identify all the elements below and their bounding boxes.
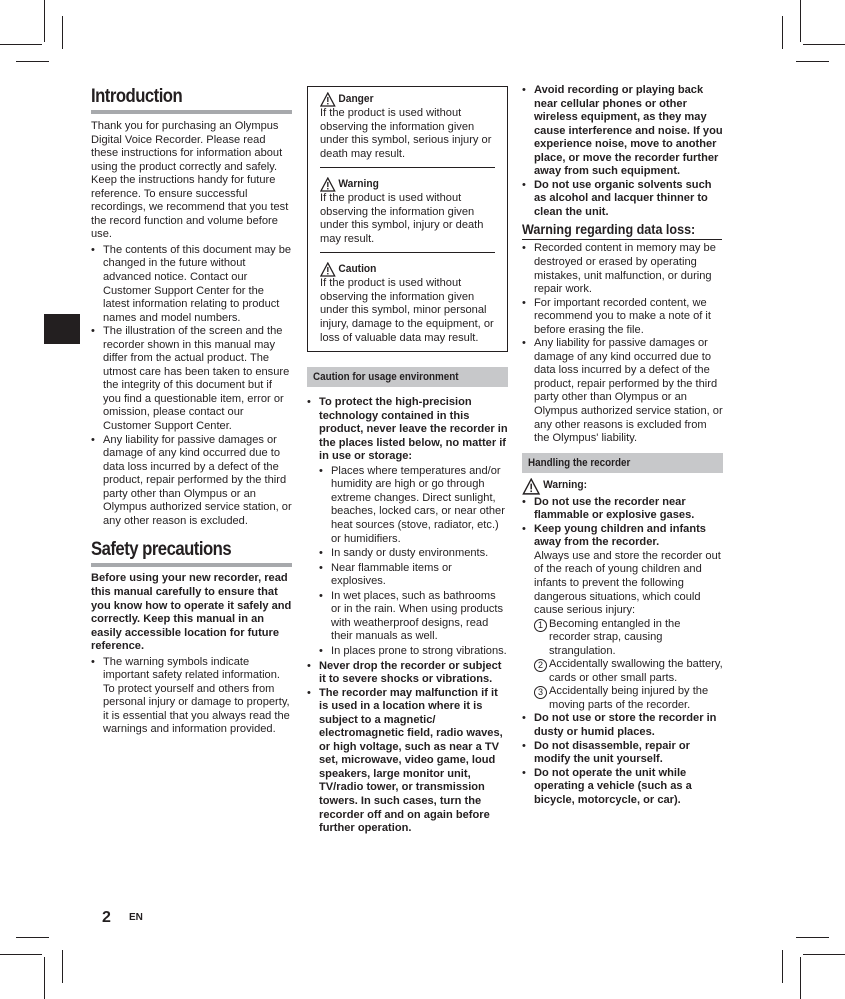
crop-mark <box>0 954 42 955</box>
warning-triangle-icon <box>320 177 336 192</box>
circled-number: 3 <box>534 686 547 699</box>
page-number: 2 <box>102 909 111 926</box>
crop-mark <box>803 954 845 955</box>
list-item: • Never drop the recorder or subject it to severe shocks or vibrations. <box>307 660 508 687</box>
list-item <box>307 396 508 658</box>
caution-row <box>320 252 495 351</box>
list-item: • Do not operate the unit while operating a vehicle (such as a bicycle, motorcycle, or car). <box>522 767 723 808</box>
circled-number: 1 <box>534 619 547 632</box>
list-item: • The recorder may malfunction if it is used in a location where it is subject to a magnetic/ electromagnetic field, radio waves, or high voltage, such as near a TV set, microwave, video game, loud speakers, large monitor unit, TV/radio tower, or transmission towers. In such cases, turn the recorder off and on again before further operation. <box>307 687 508 836</box>
caution-heading <box>320 262 481 277</box>
crop-mark <box>782 16 783 49</box>
title-rule <box>91 563 292 567</box>
crop-mark <box>16 937 49 938</box>
list-item <box>522 523 723 713</box>
numbered-item-text: Accidentally being injured by the moving parts of the recorder. <box>549 685 709 711</box>
handling-warning-label: Warning: <box>543 479 588 492</box>
crop-mark <box>782 950 783 983</box>
caution-text: If the product is used without observing the information given under this symbol, minor personal injury, damage to the equipment, or loss of valuable data may result. <box>320 277 494 344</box>
data-loss-heading <box>522 222 722 240</box>
handling-title: Handling the recorder <box>528 456 631 469</box>
usage-env-item1-lead: To protect the high-precision technology contained in this product, never leave the recorder in the places listed below, no matter if in use or storage: <box>319 396 508 463</box>
danger-label: Danger <box>338 92 374 105</box>
handling-list <box>522 496 723 808</box>
data-loss-list <box>522 242 723 445</box>
warning-triangle-icon <box>320 92 336 107</box>
intro-title: Introduction <box>91 86 183 107</box>
list-item: • In sandy or dusty environments. <box>319 547 508 561</box>
title-rule <box>91 110 292 114</box>
list-item: • In wet places, such as bathrooms or in the rain. When using products with weatherproof designs, read their manuals as well. <box>319 590 508 644</box>
usage-env-list-continued <box>522 84 723 219</box>
list-item: • Do not disassemble, repair or modify the unit yourself. <box>522 740 723 767</box>
crop-mark <box>62 950 63 983</box>
handling-warning-heading <box>522 478 707 495</box>
crop-mark <box>0 44 42 45</box>
danger-heading <box>320 92 481 107</box>
crop-mark <box>44 0 45 42</box>
list-item: • The contents of this document may be changed in the future without advanced notice. Contact our Customer Support Center for the latest information relating to product names and model numbers. <box>91 244 292 325</box>
crop-mark <box>803 44 845 45</box>
danger-row <box>308 87 507 167</box>
intro-bullets <box>91 244 292 528</box>
numbered-item <box>534 658 723 685</box>
warning-symbols-box <box>307 86 508 352</box>
intro-paragraph: Thank you for purchasing an Olympus Digital Voice Recorder. Please read these instructions for information about using the product correctly and safely. Keep the instructions handy for future reference. To ensure successful recordings, we recommend that you test the record function and volume before use. <box>91 120 289 241</box>
list-item: • The warning symbols indicate important safety related information. To protect yourself and others from personal injury or damage to property, it is essential that you always read the warnings and information provided. <box>91 656 292 737</box>
places-list <box>319 465 508 659</box>
column-middle <box>307 86 508 836</box>
list-item: • For important recorded content, we recommend you to make a note of it before erasing the file. <box>522 297 723 338</box>
numbered-item <box>534 685 723 712</box>
list-item: • Any liability for passive damages or damage of any kind occurred due to data loss incurred by a defect of the product, repair performed by the third party other than Olympus or an Olympus authorized service station, or any other reasons is excluded from the Olympus' liability. <box>522 337 723 445</box>
list-item: • Do not use or store the recorder in dusty or humid places. <box>522 712 723 739</box>
crop-mark <box>16 61 49 62</box>
warning-triangle-icon <box>522 478 540 495</box>
numbered-item-text: Becoming entangled in the recorder strap, causing strangulation. <box>549 617 681 657</box>
list-item: • Do not use the recorder near flammable or explosive gases. <box>522 496 723 523</box>
data-loss-title: Warning regarding data loss: <box>522 222 696 238</box>
danger-text: If the product is used without observing the information given under this symbol, serious injury or death may result. <box>320 107 492 160</box>
column-right <box>522 84 723 807</box>
safety-bullets <box>91 656 292 737</box>
usage-env-heading <box>307 367 508 387</box>
numbered-item <box>534 618 723 659</box>
crop-mark <box>44 957 45 999</box>
list-item: • In places prone to strong vibrations. <box>319 645 508 659</box>
section-tab-marker <box>44 314 80 344</box>
handling-heading <box>522 453 723 473</box>
crop-mark <box>62 16 63 49</box>
handling-item2-text: Always use and store the recorder out of the reach of young children and infants to prevent the following dangerous situations, which could cause serious injury: <box>534 549 721 617</box>
warning-text: If the product is used without observing the information given under this symbol, injury or death may result. <box>320 192 484 245</box>
circled-number: 2 <box>534 659 547 672</box>
language-code: EN <box>129 912 143 923</box>
crop-mark <box>796 61 829 62</box>
list-item: • The illustration of the screen and the recorder shown in this manual may differ from the actual product. The utmost care has been taken to ensure the integrity of this document but if you find a questionable item, error or omission, please contact our Customer Support Center. <box>91 325 292 433</box>
safety-title: Safety precautions <box>91 539 232 561</box>
list-item: • Recorded content in memory may be destroyed or erased by operating mistakes, unit malfunction, or during repair work. <box>522 242 723 296</box>
crop-mark <box>800 957 801 999</box>
warning-heading <box>320 177 481 192</box>
crop-mark <box>796 937 829 938</box>
caution-label: Caution <box>338 263 377 276</box>
crop-mark <box>800 0 801 42</box>
list-item: • Do not use organic solvents such as alcohol and lacquer thinner to clean the unit. <box>522 179 723 220</box>
list-item: • Avoid recording or playing back near cellular phones or other wireless equipment, as they may cause interference and noise. If you experience noise, move to another place, or move the recorder further away from such equipment. <box>522 84 723 179</box>
numbered-item-text: Accidentally swallowing the battery, cards or other small parts. <box>549 658 723 684</box>
warning-label: Warning <box>338 177 379 190</box>
column-left <box>91 86 292 737</box>
list-item: • Any liability for passive damages or damage of any kind occurred due to data loss incurred by a defect of the product, repair performed by the third party other than Olympus or an Olympus authorized service station, or any other reason is excluded. <box>91 434 292 529</box>
usage-env-title: Caution for usage environment <box>313 371 459 384</box>
list-item: • Places where temperatures and/or humidity are high or go through extreme changes. Direct sunlight, beaches, locked cars, or near other heat sources (stove, radiator, etc.) or humidifiers. <box>319 465 508 546</box>
usage-env-list <box>307 396 508 836</box>
handling-item2-lead: Keep young children and infants away from the recorder. <box>534 522 706 549</box>
warning-row <box>320 167 495 252</box>
warning-triangle-icon <box>320 262 336 277</box>
list-item: • Near flammable items or explosives. <box>319 562 508 589</box>
safety-lead: Before using your new recorder, read this manual carefully to ensure that you know how to operate it safely and correctly. Keep this manual in an easily accessible location for future reference. <box>91 572 292 653</box>
